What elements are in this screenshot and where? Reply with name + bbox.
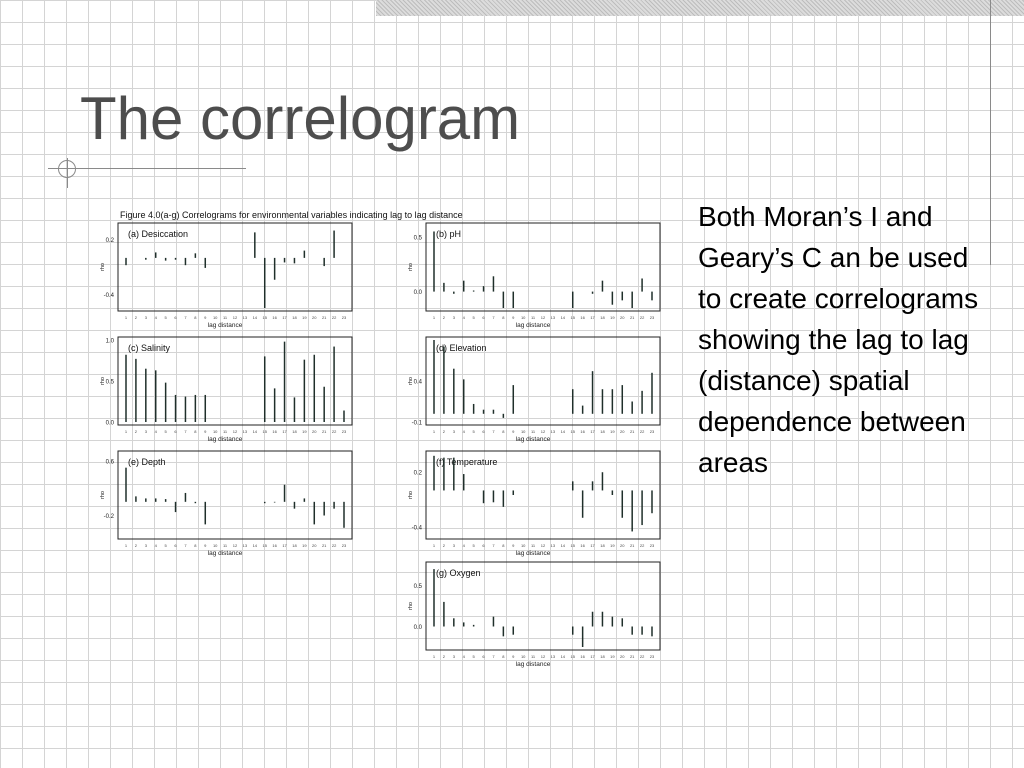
x-tick-label: 15 — [570, 429, 575, 434]
x-tick-label: 21 — [321, 429, 327, 434]
x-tick-label: 21 — [629, 315, 635, 320]
x-tick-label: 12 — [540, 429, 546, 434]
x-axis-label: lag distance — [515, 322, 551, 329]
x-tick-label: 1 — [432, 429, 436, 434]
x-tick-label: 15 — [262, 429, 267, 434]
x-tick-label: 10 — [212, 429, 218, 434]
y-axis-label: rho — [408, 377, 414, 385]
x-tick-label: 14 — [252, 543, 258, 548]
x-tick-label: 18 — [600, 315, 605, 320]
panel-title: (e) Depth — [128, 457, 166, 467]
y-axis-label: rho — [408, 602, 414, 610]
x-tick-label: 21 — [629, 543, 635, 548]
x-tick-label: 9 — [204, 315, 207, 320]
x-tick-label: 4 — [462, 654, 465, 659]
x-tick-label: 13 — [242, 543, 248, 548]
x-tick-label: 9 — [512, 654, 515, 659]
x-tick-label: 19 — [610, 315, 615, 320]
x-tick-label: 17 — [282, 429, 287, 434]
y-tick-label: 0.5 — [413, 235, 422, 242]
y-axis-label: rho — [408, 491, 414, 499]
x-tick-label: 16 — [272, 315, 277, 320]
x-tick-label: 20 — [312, 543, 317, 548]
panel-title: (g) Oxygen — [436, 568, 481, 578]
x-tick-label: 2 — [442, 543, 446, 548]
x-tick-label: 2 — [442, 315, 446, 320]
x-tick-label: 6 — [482, 315, 485, 320]
correlogram-panel — [100, 337, 352, 443]
x-tick-label: 7 — [184, 429, 187, 434]
x-tick-label: 5 — [472, 654, 475, 659]
x-tick-label: 11 — [531, 429, 536, 434]
y-tick-label: -0.4 — [411, 525, 422, 532]
x-tick-label: 15 — [570, 543, 575, 548]
x-tick-label: 1 — [124, 429, 128, 434]
x-tick-label: 20 — [312, 315, 317, 320]
x-tick-label: 23 — [341, 315, 347, 320]
x-tick-label: 21 — [321, 543, 327, 548]
correlogram-panel — [408, 223, 660, 329]
x-tick-label: 11 — [531, 315, 536, 320]
y-tick-label: 0.0 — [413, 290, 422, 297]
panel-title: (b) pH — [436, 229, 462, 239]
x-tick-label: 1 — [432, 654, 436, 659]
x-tick-label: 8 — [502, 429, 505, 434]
x-tick-label: 16 — [580, 315, 585, 320]
x-tick-label: 4 — [462, 429, 465, 434]
slide-title: The correlogram — [80, 85, 521, 152]
x-tick-label: 8 — [502, 315, 505, 320]
x-tick-label: 7 — [184, 543, 187, 548]
x-tick-label: 7 — [492, 429, 495, 434]
x-tick-label: 20 — [620, 654, 625, 659]
x-tick-label: 5 — [164, 429, 167, 434]
x-tick-label: 8 — [502, 654, 505, 659]
x-tick-label: 11 — [531, 543, 536, 548]
panel-title: (f) Temperature — [436, 457, 498, 467]
x-tick-label: 10 — [520, 429, 526, 434]
x-tick-label: 16 — [580, 429, 585, 434]
x-tick-label: 19 — [610, 429, 615, 434]
x-tick-label: 12 — [540, 543, 546, 548]
correlogram-panel — [100, 451, 352, 557]
x-tick-label: 17 — [590, 543, 595, 548]
x-tick-label: 17 — [590, 654, 595, 659]
x-tick-label: 14 — [252, 429, 258, 434]
x-tick-label: 20 — [620, 315, 625, 320]
x-tick-label: 12 — [232, 543, 238, 548]
x-tick-label: 5 — [164, 315, 167, 320]
x-tick-label: 23 — [341, 543, 347, 548]
x-tick-label: 12 — [540, 654, 546, 659]
panel-title: (d) Elevation — [436, 343, 487, 353]
x-tick-label: 17 — [590, 429, 595, 434]
x-tick-label: 18 — [292, 429, 297, 434]
x-tick-label: 22 — [639, 315, 645, 320]
x-tick-label: 3 — [452, 654, 455, 659]
x-tick-label: 13 — [550, 543, 556, 548]
x-tick-label: 2 — [442, 429, 446, 434]
x-tick-label: 10 — [520, 315, 526, 320]
x-tick-label: 20 — [312, 429, 317, 434]
x-tick-label: 16 — [580, 654, 585, 659]
x-tick-label: 10 — [212, 315, 218, 320]
x-tick-label: 4 — [462, 315, 465, 320]
y-tick-label: 0.5 — [413, 584, 422, 590]
y-tick-label: -0.4 — [103, 292, 114, 299]
x-tick-label: 23 — [341, 429, 347, 434]
x-tick-label: 15 — [262, 543, 267, 548]
x-tick-label: 14 — [560, 543, 566, 548]
x-tick-label: 1 — [432, 543, 436, 548]
y-tick-label: 0.0 — [105, 420, 114, 427]
x-tick-label: 17 — [590, 315, 595, 320]
x-tick-label: 4 — [154, 315, 157, 320]
x-tick-label: 7 — [492, 315, 495, 320]
x-tick-label: 1 — [124, 315, 128, 320]
x-axis-label: lag distance — [207, 322, 243, 329]
y-tick-label: 0.2 — [413, 470, 422, 477]
x-tick-label: 7 — [184, 315, 187, 320]
x-tick-label: 18 — [600, 654, 605, 659]
x-tick-label: 16 — [272, 429, 277, 434]
slide-body-text: Both Moran’s I and Geary’s C an be used to create correlograms showing the lag to lag (distance) spatial dependence between areas — [698, 201, 979, 478]
x-tick-label: 22 — [639, 654, 645, 659]
x-tick-label: 23 — [649, 543, 655, 548]
x-tick-label: 2 — [134, 429, 138, 434]
x-tick-label: 16 — [580, 543, 585, 548]
y-tick-label: 0.5 — [105, 379, 114, 386]
x-tick-label: 2 — [134, 543, 138, 548]
y-tick-label: 0.6 — [105, 459, 114, 466]
x-tick-label: 5 — [164, 543, 167, 548]
x-tick-label: 22 — [331, 315, 337, 320]
x-tick-label: 4 — [462, 543, 465, 548]
x-tick-label: 8 — [194, 543, 197, 548]
x-tick-label: 22 — [639, 429, 645, 434]
x-axis-label: lag distance — [515, 436, 551, 443]
x-tick-label: 23 — [649, 315, 655, 320]
panel-title: (a) Desiccation — [128, 229, 189, 239]
x-axis-label: lag distance — [515, 661, 551, 668]
x-tick-label: 23 — [649, 429, 655, 434]
x-tick-label: 3 — [452, 543, 455, 548]
x-tick-label: 11 — [223, 429, 228, 434]
x-tick-label: 19 — [610, 654, 615, 659]
x-tick-label: 11 — [223, 315, 228, 320]
x-tick-label: 9 — [512, 429, 515, 434]
x-tick-label: 2 — [442, 654, 446, 659]
x-tick-label: 13 — [550, 315, 556, 320]
x-tick-label: 9 — [512, 315, 515, 320]
x-tick-label: 17 — [282, 543, 287, 548]
x-tick-label: 15 — [570, 654, 575, 659]
x-tick-label: 21 — [321, 315, 327, 320]
x-tick-label: 10 — [520, 654, 526, 659]
x-tick-label: 18 — [600, 543, 605, 548]
x-tick-label: 22 — [639, 543, 645, 548]
x-tick-label: 3 — [144, 315, 147, 320]
x-tick-label: 10 — [212, 543, 218, 548]
x-tick-label: 8 — [502, 543, 505, 548]
x-tick-label: 1 — [432, 315, 436, 320]
x-tick-label: 12 — [540, 315, 546, 320]
x-tick-label: 19 — [302, 315, 307, 320]
y-axis-label: rho — [408, 263, 414, 271]
x-tick-label: 19 — [302, 543, 307, 548]
x-tick-label: 7 — [492, 654, 495, 659]
y-axis-label: rho — [100, 491, 106, 499]
x-tick-label: 13 — [242, 429, 248, 434]
x-axis-label: lag distance — [515, 550, 551, 557]
y-tick-label: 1.0 — [105, 338, 114, 345]
x-tick-label: 18 — [292, 543, 297, 548]
x-tick-label: 21 — [629, 429, 635, 434]
x-tick-label: 8 — [194, 315, 197, 320]
x-tick-label: 5 — [472, 543, 475, 548]
x-tick-label: 14 — [560, 429, 566, 434]
x-tick-label: 6 — [174, 315, 177, 320]
x-tick-label: 22 — [331, 543, 337, 548]
y-axis-label: rho — [100, 377, 106, 385]
x-tick-label: 5 — [472, 315, 475, 320]
x-axis-label: lag distance — [207, 436, 243, 443]
y-tick-label: 0.4 — [413, 379, 422, 386]
x-tick-label: 6 — [482, 429, 485, 434]
x-tick-label: 3 — [452, 429, 455, 434]
x-tick-label: 23 — [649, 654, 655, 659]
x-tick-label: 3 — [452, 315, 455, 320]
x-tick-label: 13 — [550, 654, 556, 659]
x-tick-label: 18 — [600, 429, 605, 434]
panel-frame — [426, 223, 660, 311]
x-tick-label: 15 — [262, 315, 267, 320]
x-tick-label: 6 — [482, 543, 485, 548]
x-tick-label: 4 — [154, 429, 157, 434]
x-tick-label: 18 — [292, 315, 297, 320]
x-tick-label: 14 — [560, 315, 566, 320]
x-tick-label: 7 — [492, 543, 495, 548]
x-tick-label: 11 — [223, 543, 228, 548]
x-tick-label: 9 — [204, 429, 207, 434]
x-tick-label: 20 — [620, 543, 625, 548]
x-tick-label: 12 — [232, 315, 238, 320]
x-tick-label: 21 — [629, 654, 635, 659]
y-tick-label: 0.2 — [105, 238, 114, 245]
x-tick-label: 19 — [302, 429, 307, 434]
x-tick-label: 13 — [242, 315, 248, 320]
x-tick-label: 4 — [154, 543, 157, 548]
panel-title: (c) Salinity — [128, 343, 171, 353]
correlogram-panel — [408, 451, 660, 557]
y-tick-label: 0.0 — [413, 625, 422, 631]
x-tick-label: 22 — [331, 429, 337, 434]
x-tick-label: 3 — [144, 429, 147, 434]
x-tick-label: 12 — [232, 429, 238, 434]
x-tick-label: 13 — [550, 429, 556, 434]
x-tick-label: 15 — [570, 315, 575, 320]
x-tick-label: 17 — [282, 315, 287, 320]
x-tick-label: 5 — [472, 429, 475, 434]
x-tick-label: 11 — [531, 654, 536, 659]
x-tick-label: 6 — [174, 429, 177, 434]
x-tick-label: 16 — [272, 543, 277, 548]
x-tick-label: 8 — [194, 429, 197, 434]
x-tick-label: 3 — [144, 543, 147, 548]
x-tick-label: 1 — [124, 543, 128, 548]
x-tick-label: 20 — [620, 429, 625, 434]
x-tick-label: 19 — [610, 543, 615, 548]
x-tick-label: 6 — [174, 543, 177, 548]
x-tick-label: 2 — [134, 315, 138, 320]
correlogram-panel — [100, 223, 352, 329]
correlogram-panel — [408, 337, 660, 443]
correlogram-panel — [408, 562, 660, 668]
y-tick-label: -0.2 — [103, 514, 114, 520]
y-axis-label: rho — [100, 263, 106, 271]
x-tick-label: 9 — [512, 543, 515, 548]
x-tick-label: 9 — [204, 543, 207, 548]
x-tick-label: 14 — [560, 654, 566, 659]
x-tick-label: 10 — [520, 543, 526, 548]
figure-caption: Figure 4.0(a-g) Correlograms for environmental variables indicating lag to lag distance — [120, 210, 463, 220]
x-tick-label: 14 — [252, 315, 258, 320]
x-tick-label: 6 — [482, 654, 485, 659]
y-tick-label: -0.1 — [411, 420, 422, 427]
x-axis-label: lag distance — [207, 550, 243, 557]
